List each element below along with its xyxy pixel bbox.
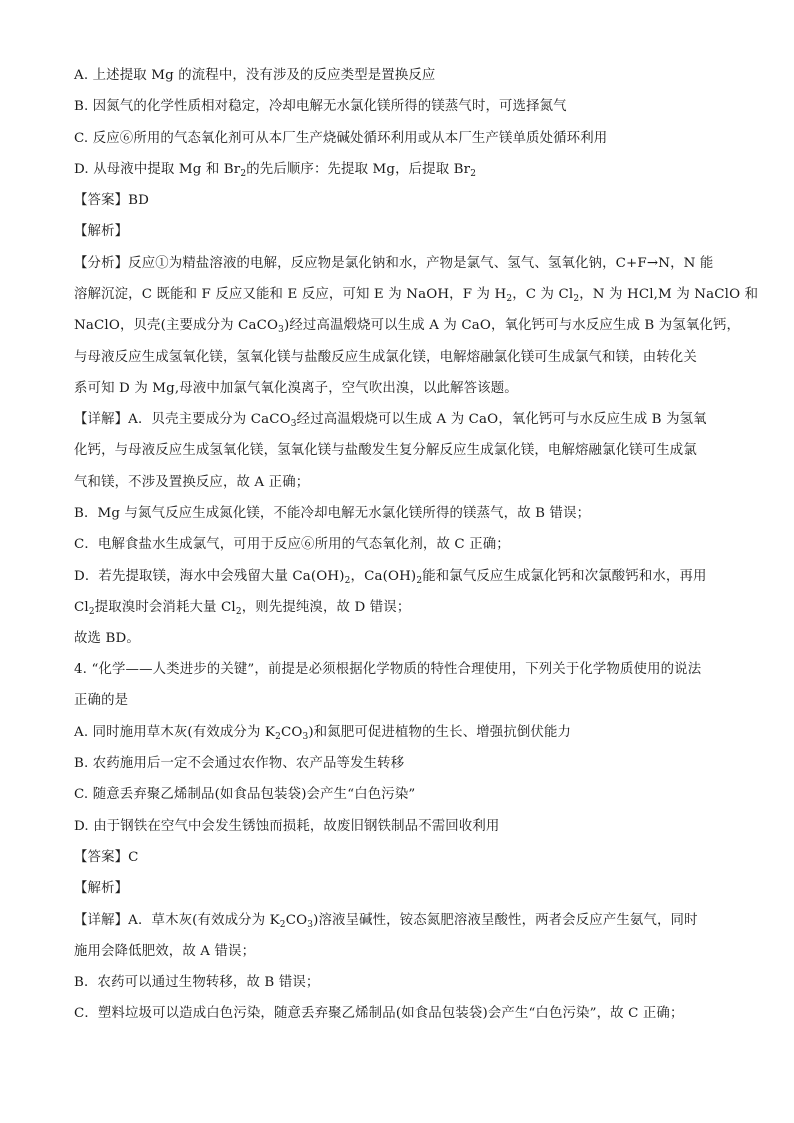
q4-option-d: D. 由于钢铁在空气中会发生锈蚀而损耗，故废旧钢铁制品不需回收利用	[74, 819, 500, 834]
q4-answer	[74, 848, 734, 868]
q3-xiangjie-line-6	[74, 567, 734, 587]
xiangjie-text: CO	[285, 913, 308, 928]
q3-fenxi-line-1	[74, 254, 734, 274]
xiangjie-text: 能和氯气反应生成氯化钙和次氯酸钙和水，再用	[422, 569, 707, 584]
subscript: 2	[470, 169, 477, 179]
q4-xiangjie-line-4: C．塑料垃圾可以造成白色污染，随意丢弃聚乙烯制品(如食品包装袋)会产生“白色污染”，故 C 正确；	[74, 1006, 684, 1021]
q3-xiangjie-line-7	[74, 598, 734, 618]
xiangjie-text: 提取溴时会消耗大量 Cl	[94, 600, 236, 615]
q3-xiangjie-line-2: 化钙，与母液反应生成氢氧化镁，氢氧化镁与盐酸发生复分解反应生成氯化镁，电解熔融氯化镁可生成氯	[74, 443, 697, 458]
subscript: 2	[275, 732, 281, 742]
subscript: 3	[290, 419, 297, 429]
q3-xiangjie-line-4: B．Mg 与氮气反应生成氮化镁，不能冷却电解无水氯化镁所得的镁蒸气，故 B 错误；	[74, 506, 591, 521]
xiangjie-text: Cl	[74, 600, 89, 615]
subscript: 3	[278, 325, 285, 335]
answer-value: C	[128, 850, 139, 865]
subscript: 2	[88, 607, 95, 617]
subscript: 2	[235, 607, 242, 617]
subscript: 3	[307, 920, 314, 930]
subscript: 2	[279, 920, 286, 930]
q3-option-c: C. 反应⑥所用的气态氧化剂可从本厂生产烧碱处循环利用或从本厂生产镁单质处循环利用	[74, 131, 608, 146]
q4-option-c: C. 随意丢弃聚乙烯制品(如食品包装袋)会产生“白色污染”	[74, 787, 416, 802]
q3-xiangjie-line-5: C．电解食盐水生成氯气，可用于反应⑥所用的气态氧化剂，故 C 正确；	[74, 537, 510, 552]
xiangjie-text: 经过高温煅烧可以生成 A 为 CaO，氧化钙可与水反应生成 B 为氢氧	[296, 412, 707, 427]
q3-fenxi-line-5: 系可知 D 为 Mg,母液中加氯气氧化溴离子，空气吹出溴，以此解答该题。	[74, 381, 518, 396]
q3-fenxi-line-4: 与母液反应生成氢氧化镁，氢氧化镁与盐酸反应生成氯化镁，电解熔融氯化镁可生成氯气和镁，由转化关	[74, 350, 697, 365]
q3-option-d-text-2: 的先后顺序：先提取 Mg，后提取 Br	[246, 162, 471, 177]
xiangjie-text: ，则先提纯溴，故 D 错误；	[241, 600, 411, 615]
answer-tag: 【答案】	[74, 193, 129, 208]
fenxi-text: NaClO，贝壳(主要成分为 CaCO	[74, 318, 279, 333]
xiangjie-text: )溶液呈碱性，铵态氮肥溶液呈酸性，两者会反应产生氨气，同时	[313, 913, 698, 928]
subscript: 2	[573, 294, 580, 304]
xiangjie-tag: 【详解】	[74, 412, 129, 427]
subscript: 2	[506, 294, 513, 304]
fenxi-tag: 【分析】	[74, 256, 129, 271]
q4-xiangjie-line-2: 施用会降低肥效，故 A 错误；	[74, 944, 256, 959]
q4-option-a	[74, 723, 734, 743]
q4-analysis-tag: 【解析】	[74, 881, 129, 896]
q4-xiangjie-line-3: B．农药可以通过生物转移，故 B 错误；	[74, 975, 320, 990]
answer-tag: 【答案】	[74, 850, 129, 865]
answer-value: BD	[128, 193, 150, 208]
fenxi-text: 反应①为精盐溶液的电解，反应物是氯化钠和水，产物是氯气、氢气、氢氧化钠，C+F→N，N 能	[128, 256, 714, 271]
fenxi-text: )经过高温煅烧可以生成 A 为 CaO，氧化钙可与水反应生成 B 为氢氧化钙，	[284, 318, 741, 333]
q4-stem-line-1: 4. “化学——人类进步的关键”，前提是必须根据化学物质的特性合理使用，下列关于化学物质使用的说法	[74, 662, 702, 677]
xiangjie-text: A．草木灰(有效成分为 K	[128, 913, 280, 928]
q3-analysis-tag: 【解析】	[74, 224, 129, 239]
q4-xiangjie-line-1	[74, 911, 734, 931]
xiangjie-text: D．若先提取镁，海水中会残留大量 Ca(OH)	[74, 569, 345, 584]
subscript: 2	[416, 576, 423, 586]
q3-fenxi-line-2	[74, 285, 759, 305]
subscript: 2	[240, 169, 247, 179]
subscript: 3	[302, 732, 309, 742]
q4-option-a-text: CO	[280, 725, 303, 740]
q3-xiangjie-line-1	[74, 410, 734, 430]
q4-option-a-text: )和氮肥可促进植物的生长、增强抗倒伏能力	[308, 725, 572, 740]
q4-option-b: B. 农药施用后一定不会通过农作物、农产品等发生转移	[74, 756, 405, 771]
fenxi-text: ，C 为 Cl	[512, 287, 574, 302]
q4-stem-line-2: 正确的是	[74, 693, 129, 708]
q3-fenxi-line-3	[74, 316, 741, 336]
q3-option-d-text: D. 从母液中提取 Mg 和 Br	[74, 162, 241, 177]
q3-xiangjie-line-3: 气和镁，不涉及置换反应，故 A 正确；	[74, 475, 310, 490]
subscript: 2	[344, 576, 351, 586]
xiangjie-text: ，Ca(OH)	[350, 569, 417, 584]
q3-option-d	[74, 160, 734, 180]
xiangjie-tag: 【详解】	[74, 913, 129, 928]
fenxi-text: ，N 为 HCl,M 为 NaClO 和	[579, 287, 759, 302]
q3-option-a: A. 上述提取 Mg 的流程中，没有涉及的反应类型是置换反应	[74, 68, 436, 83]
q3-option-b: B. 因氮气的化学性质相对稳定，冷却电解无水氯化镁所得的镁蒸气时，可选择氮气	[74, 99, 567, 114]
q3-answer	[74, 191, 734, 211]
fenxi-text: 溶解沉淀，C 既能和 F 反应又能和 E 反应，可知 E 为 NaOH，F 为 H	[74, 287, 507, 302]
xiangjie-text: A．贝壳主要成分为 CaCO	[128, 412, 291, 427]
q3-conclusion: 故选 BD。	[74, 631, 140, 646]
q4-option-a-text: A. 同时施用草木灰(有效成分为 K	[74, 725, 276, 740]
